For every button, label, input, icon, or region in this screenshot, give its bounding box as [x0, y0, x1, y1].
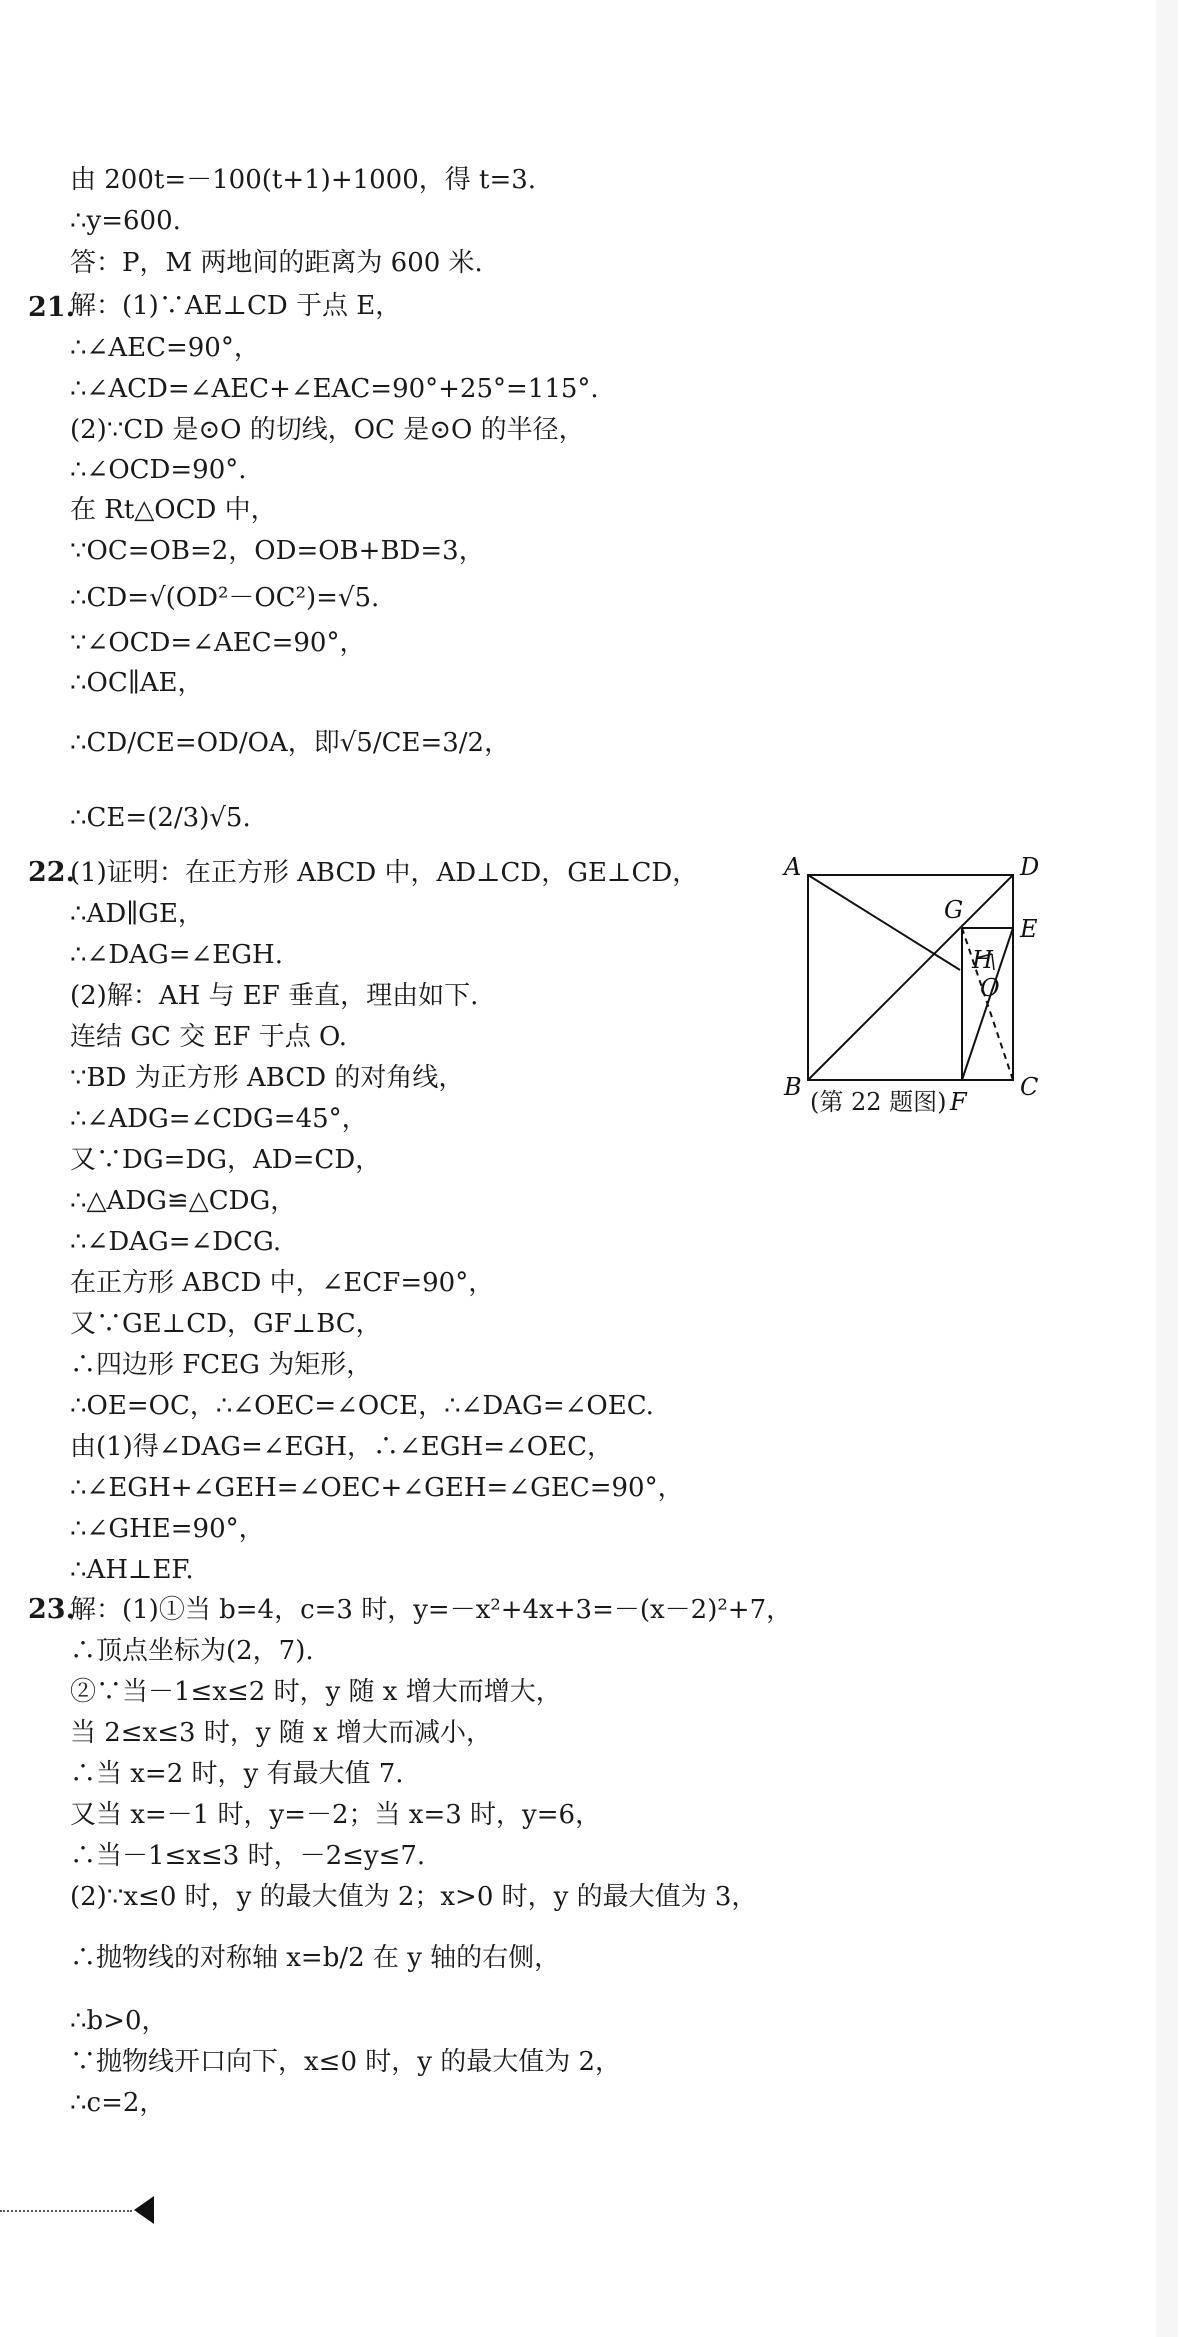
text-line: ∴∠DAG=∠EGH. — [70, 940, 283, 970]
text-line: 解：(1)∵AE⊥CD 于点 E， — [70, 291, 402, 321]
footer-dotted-rule — [0, 2210, 132, 2212]
text-line: ②∵当－1≤x≤2 时，y 随 x 增大而增大， — [70, 1677, 562, 1707]
text-line: 解：(1)①当 b=4，c=3 时，y=－x²+4x+3=－(x－2)²+7， — [70, 1595, 793, 1625]
page-edge — [1156, 0, 1178, 2337]
label-h: H — [972, 946, 993, 974]
text-line: ∴y=600. — [70, 206, 181, 236]
text-line: (2)∵x≤0 时，y 的最大值为 2；x>0 时，y 的最大值为 3， — [70, 1882, 758, 1912]
text-line: ∴AH⊥EF. — [70, 1555, 194, 1585]
text-line: 由(1)得∠DAG=∠EGH，∴∠EGH=∠OEC， — [70, 1432, 613, 1462]
text-line: 答：P，M 两地间的距离为 600 米. — [70, 248, 483, 278]
text-line: ∴当 x=2 时，y 有最大值 7. — [70, 1759, 404, 1789]
label-o: O — [980, 974, 1000, 1002]
label-c: C — [1020, 1073, 1039, 1101]
text-line: ∴∠OCD=90°. — [70, 455, 247, 485]
text-line: ∴∠ADG=∠CDG=45°， — [70, 1104, 368, 1134]
text-line: 当 2≤x≤3 时，y 随 x 增大而减小， — [70, 1718, 492, 1748]
text-line: 在正方形 ABCD 中，∠ECF=90°， — [70, 1268, 495, 1298]
text-line: ∵∠OCD=∠AEC=90°， — [70, 628, 366, 658]
text-line: ∴CD=√(OD²－OC²)=√5. — [70, 583, 380, 613]
text-line: ∴c=2， — [70, 2088, 166, 2118]
text-line: ∴OE=OC，∴∠OEC=∠OCE，∴∠DAG=∠OEC. — [70, 1391, 654, 1421]
text-line: ∴∠DAG=∠DCG. — [70, 1227, 282, 1257]
segment-ah — [808, 875, 960, 970]
text-line: ∴∠ACD=∠AEC+∠EAC=90°+25°=115°. — [70, 374, 599, 404]
square-abcd-figure — [780, 850, 1040, 1110]
text-line: (1)证明：在正方形 ABCD 中，AD⊥CD，GE⊥CD， — [70, 858, 699, 888]
question-number-21: 21. — [28, 292, 75, 323]
text-line: ∴抛物线的对称轴 x=b/2 在 y 轴的右侧， — [70, 1943, 561, 1973]
figure-caption: (第 22 题图) — [810, 1088, 947, 1116]
text-line: ∵抛物线开口向下，x≤0 时，y 的最大值为 2， — [70, 2047, 622, 2077]
text-line: ∵BD 为正方形 ABCD 的对角线， — [70, 1063, 465, 1093]
text-line: 连结 GC 交 EF 于点 O. — [70, 1022, 348, 1052]
label-b: B — [784, 1073, 802, 1101]
text-line: 由 200t=－100(t+1)+1000，得 t=3. — [70, 165, 537, 195]
label-e: E — [1020, 915, 1038, 943]
text-line: ∵OC=OB=2，OD=OB+BD=3， — [70, 536, 485, 566]
label-a: A — [784, 853, 802, 881]
back-arrow-icon — [134, 2196, 154, 2224]
text-line: 又∵GE⊥CD，GF⊥BC， — [70, 1309, 382, 1339]
label-d: D — [1020, 853, 1040, 881]
text-line: ∴∠AEC=90°， — [70, 333, 260, 363]
label-g: G — [944, 896, 964, 924]
text-line: ∴CD/CE=OD/OA，即√5/CE=3/2， — [70, 728, 511, 758]
text-line: ∴∠EGH+∠GEH=∠OEC+∠GEH=∠GEC=90°， — [70, 1473, 684, 1503]
text-line: ∴OC∥AE， — [70, 668, 204, 698]
text-line: (2)解：AH 与 EF 垂直，理由如下. — [70, 981, 479, 1011]
text-line: ∴△ADG≌△CDG， — [70, 1186, 297, 1216]
text-line: ∴b>0， — [70, 2006, 168, 2036]
question-number-23: 23. — [28, 1594, 75, 1625]
text-line: ∴当－1≤x≤3 时，－2≤y≤7. — [70, 1841, 426, 1871]
text-line: ∴四边形 FCEG 为矩形， — [70, 1350, 373, 1380]
label-f: F — [950, 1088, 967, 1110]
text-line: (2)∵CD 是⊙O 的切线，OC 是⊙O 的半径， — [70, 415, 585, 445]
text-line: ∴顶点坐标为(2，7). — [70, 1636, 314, 1666]
text-line: ∴∠GHE=90°， — [70, 1514, 265, 1544]
text-line: ∴CE=(2/3)√5. — [70, 803, 251, 833]
question-number-22: 22. — [28, 857, 75, 888]
text-line: 在 Rt△OCD 中， — [70, 495, 277, 525]
text-line: 又当 x=－1 时，y=－2；当 x=3 时，y=6， — [70, 1800, 602, 1830]
text-line: ∴AD∥GE， — [70, 899, 204, 929]
text-line: 又∵DG=DG，AD=CD， — [70, 1145, 382, 1175]
